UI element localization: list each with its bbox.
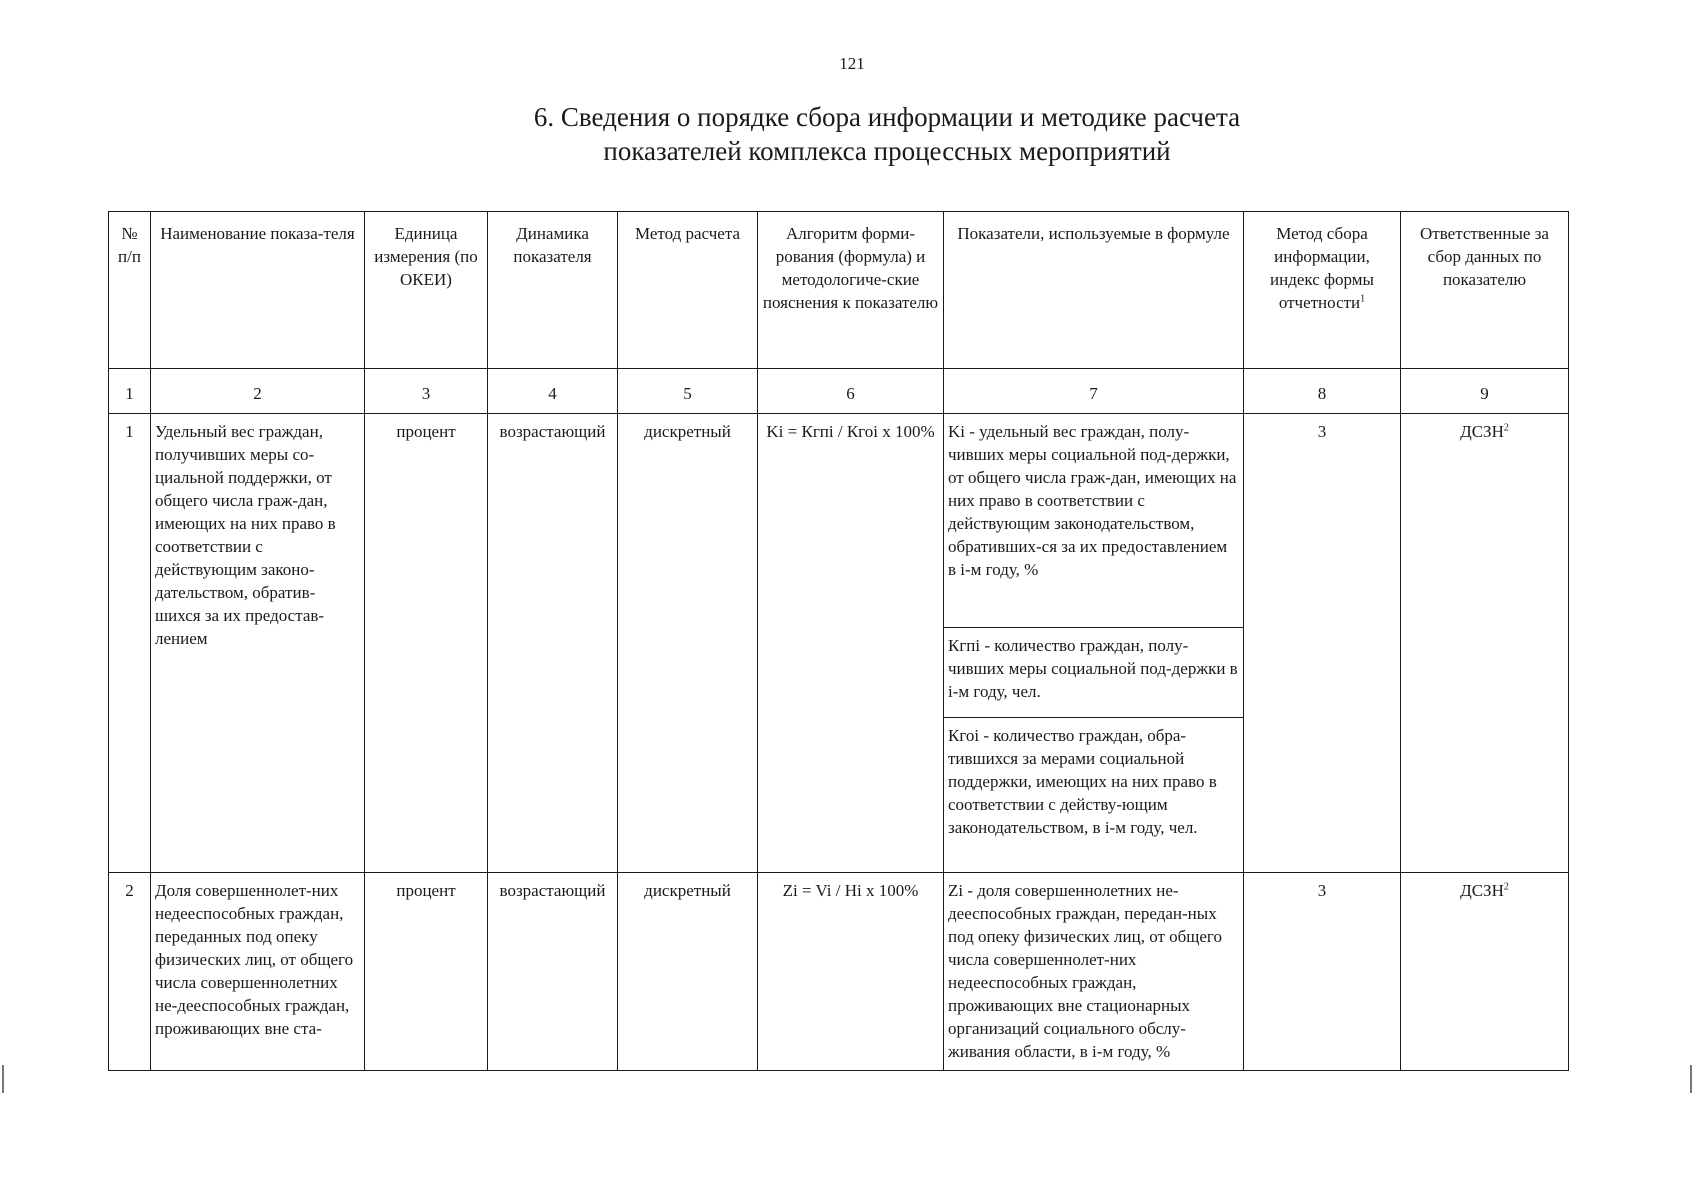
title-line-1: 6. Сведения о порядке сбора информации и методике расчета [533, 102, 1241, 132]
col-number: 7 [944, 369, 1244, 414]
footnote-marker: 2 [1503, 881, 1509, 893]
row-name: Доля совершеннолет-них недееспособных граждан, переданных под опеку физических лиц, от общего числа совершеннолетних не-дееспособных граждан, проживающих вне ста- [151, 873, 365, 1071]
row-variable: Ki - удельный вес граждан, полу-чивших меры социальной под-держки, от общего числа граж-дан, имеющих на них право в соответствии с действующим законодательством, обративших-ся за их предоставлением в i-м году, % [944, 414, 1244, 628]
row-variable: Кгпi - количество граждан, полу-чивших меры социальной под-держки в i-м году, чел. [944, 628, 1244, 718]
header-unit: Единица измерения (по ОКЕИ) [365, 212, 488, 369]
col-number: 5 [618, 369, 758, 414]
row-formula: Ki = Кгпi / Кгоi х 100% [758, 414, 944, 873]
row-variable: Zi - доля совершеннолетних не-дееспособных граждан, передан-ных под опеку физических лиц, от общего числа совершеннолет-них недееспособных граждан, проживающих вне стационарных организаций социального обслу-живания области, в i-м году, % [944, 873, 1244, 1071]
col-number: 2 [151, 369, 365, 414]
header-num: № п/п [109, 212, 151, 369]
header-formula: Алгоритм форми-рования (формула) и методологиче-ские пояснения к показателю [758, 212, 944, 369]
scan-edge-mark-left [2, 1065, 4, 1093]
header-method: Метод расчета [618, 212, 758, 369]
header-variables: Показатели, используемые в формуле [944, 212, 1244, 369]
row-variable: Кгоi - количество граждан, обра-тившихся за мерами социальной поддержки, имеющих на них право в соответствии с действу-ющим законодательством, в i-м году, чел. [944, 718, 1244, 873]
row-formula: Zi = Vi / Hi x 100% [758, 873, 944, 1071]
col-number: 4 [488, 369, 618, 414]
row-method: дискретный [618, 414, 758, 873]
footnote-marker: 1 [1360, 293, 1366, 305]
table-header-row [109, 212, 1569, 369]
col-number: 3 [365, 369, 488, 414]
header-dynamics: Динамика показателя [488, 212, 618, 369]
row-collection: 3 [1244, 414, 1401, 873]
col-number: 8 [1244, 369, 1401, 414]
col-number: 1 [109, 369, 151, 414]
scan-edge-mark-right [1690, 1065, 1692, 1093]
row-name: Удельный вес граждан, получивших меры со-циальной поддержки, от общего числа граж-дан, имеющих на них право в соответствии с действующим законо-дательством, обратив-шихся за их предостав-лением [151, 414, 365, 873]
title-line-2: показателей комплекса процессных мероприятий [603, 136, 1171, 166]
col-number: 6 [758, 369, 944, 414]
header-name: Наименование показа-теля [151, 212, 365, 369]
header-collection [1244, 212, 1401, 369]
row-responsible-text: ДСЗН [1460, 422, 1504, 441]
header-responsible: Ответственные за сбор данных по показателю [1401, 212, 1569, 369]
row-unit: процент [365, 414, 488, 873]
row-collection: 3 [1244, 873, 1401, 1071]
row-responsible [1401, 873, 1569, 1071]
footnote-marker: 2 [1503, 422, 1509, 434]
table-row [109, 414, 1569, 628]
column-number-row [109, 369, 1569, 414]
row-num: 1 [109, 414, 151, 873]
row-method: дискретный [618, 873, 758, 1071]
header-collection-text: Метод сбора информации, индекс формы отчетности [1270, 224, 1374, 312]
indicators-table [108, 211, 1569, 1071]
row-dynamics: возрастающий [488, 414, 618, 873]
col-number: 9 [1401, 369, 1569, 414]
row-unit: процент [365, 873, 488, 1071]
row-responsible-text: ДСЗН [1460, 881, 1504, 900]
page-title [0, 100, 1697, 168]
page-number: 121 [839, 54, 865, 73]
row-responsible [1401, 414, 1569, 873]
table-row [109, 873, 1569, 1071]
row-num: 2 [109, 873, 151, 1071]
row-dynamics: возрастающий [488, 873, 618, 1071]
